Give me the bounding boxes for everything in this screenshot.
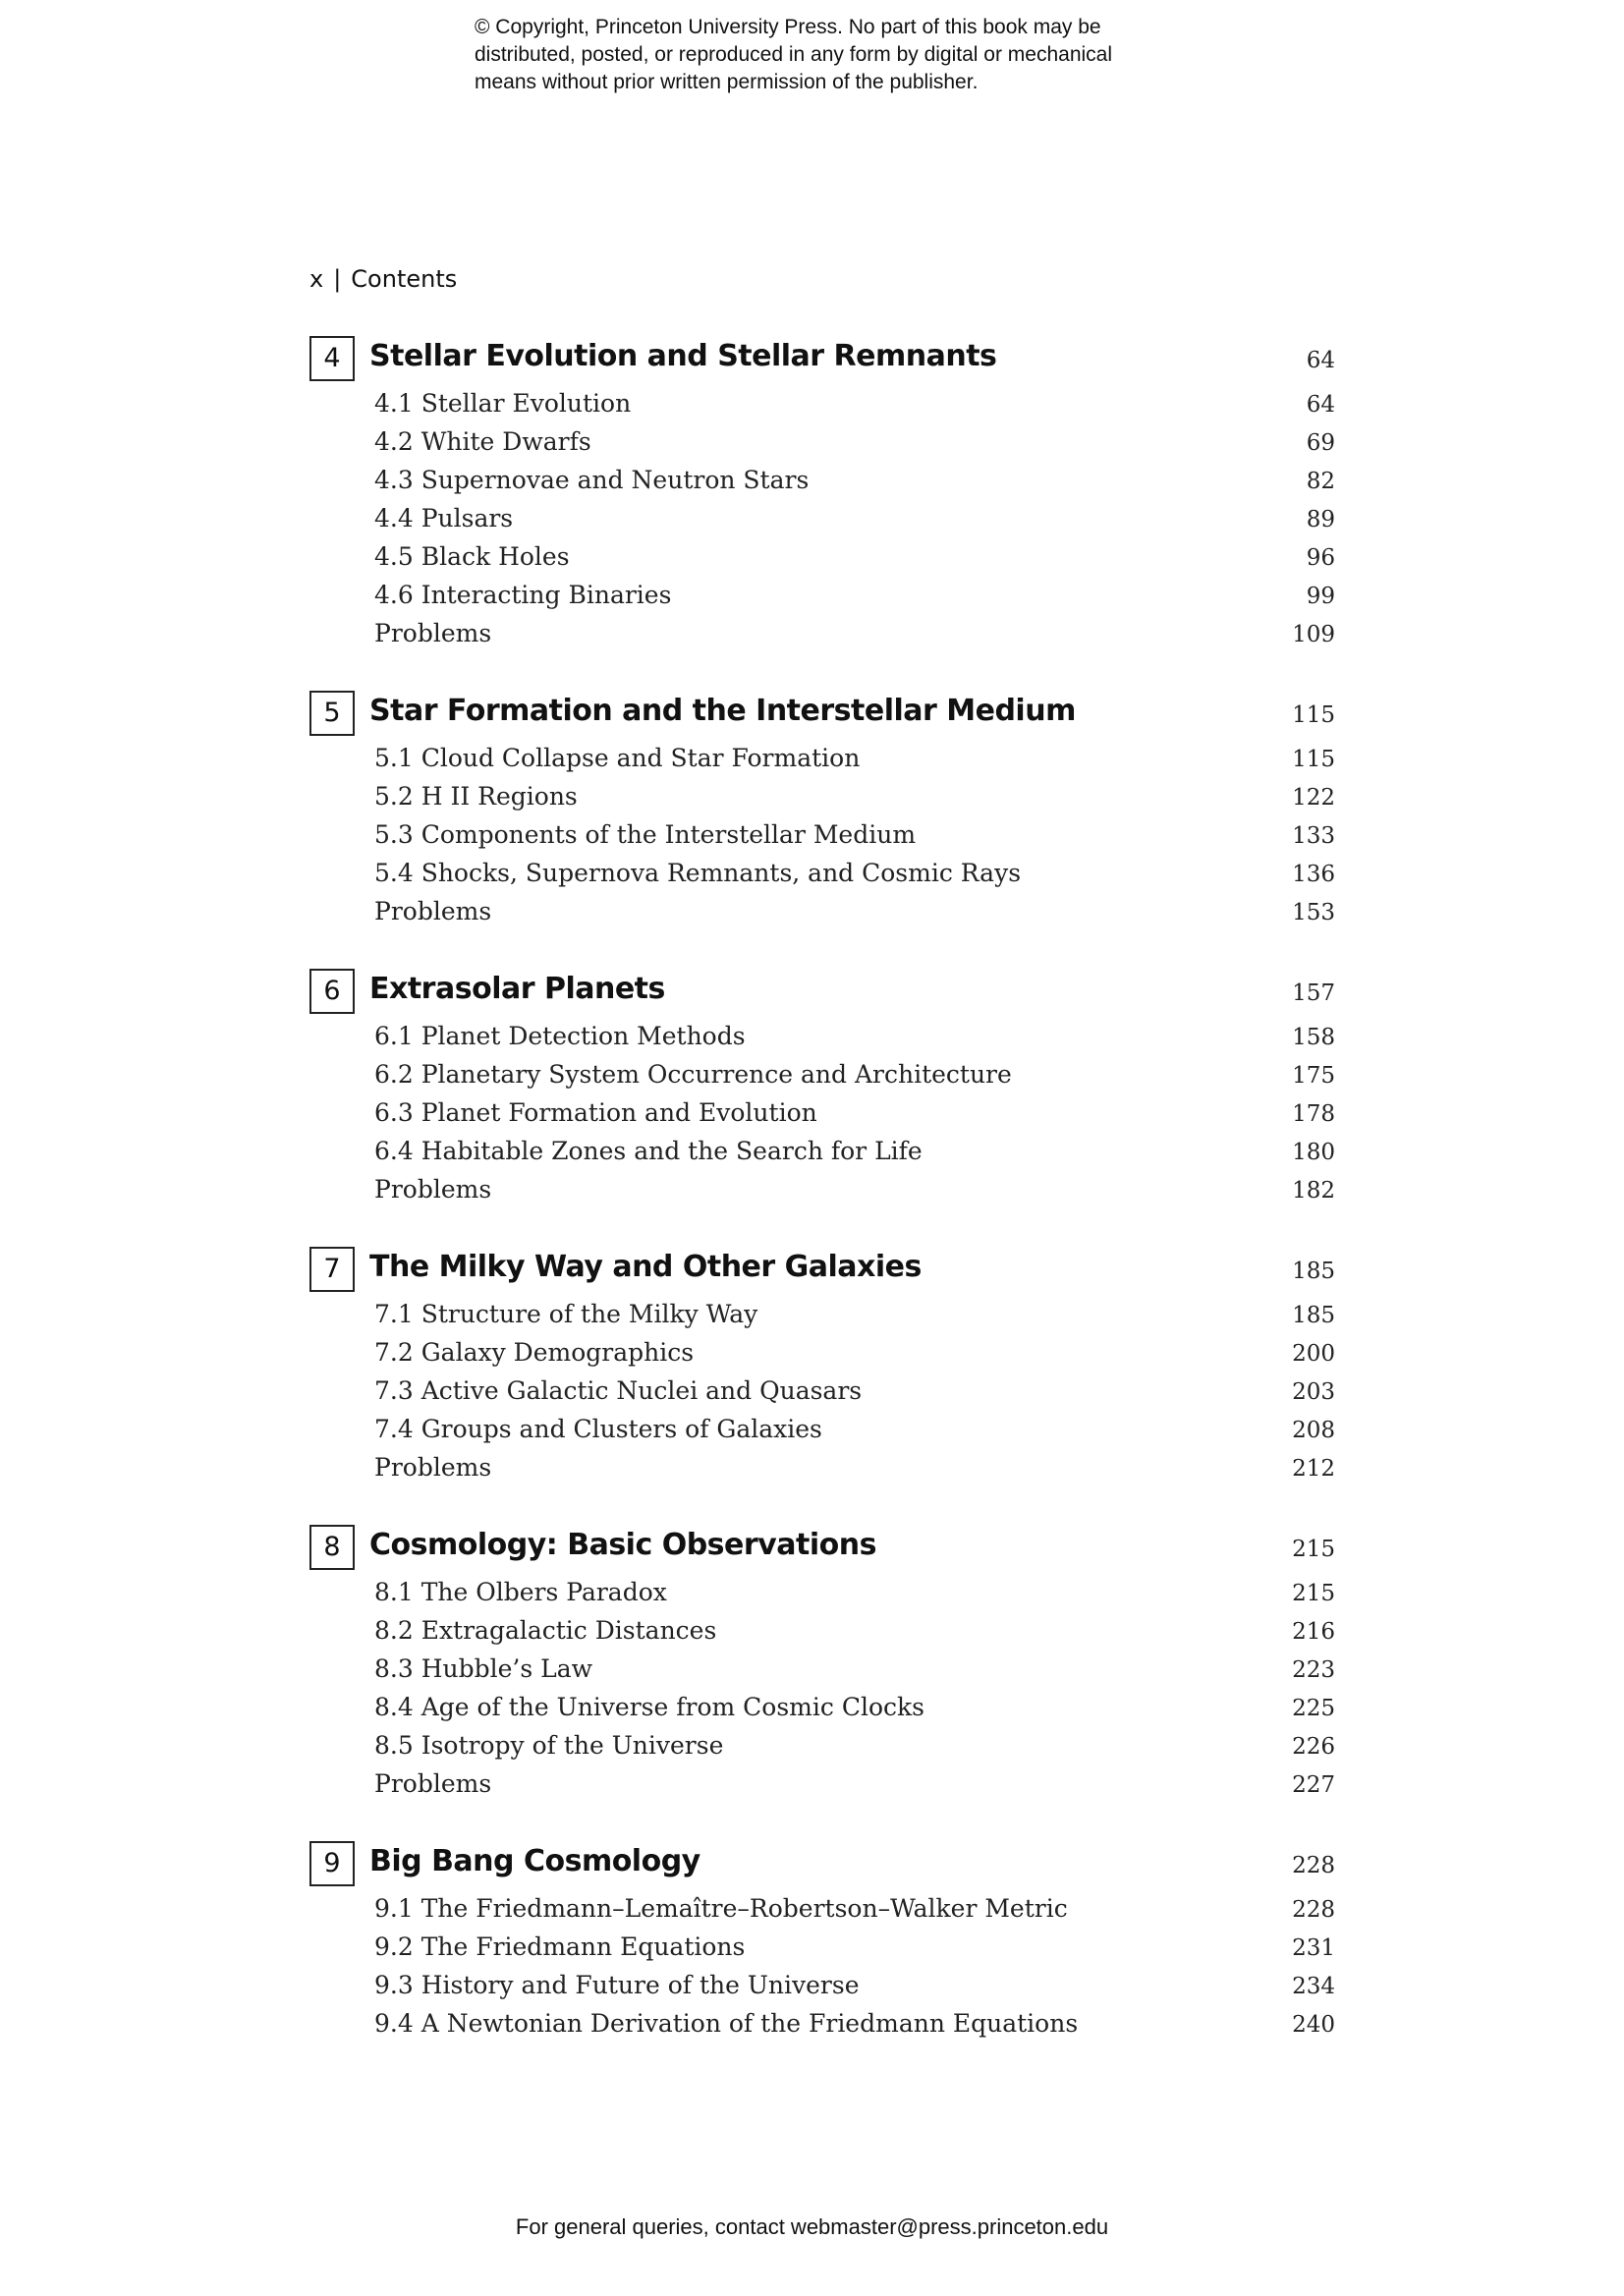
page-number: x: [309, 265, 324, 293]
copyright-line: distributed, posted, or reproduced in any form by digital or mechanical: [475, 43, 1113, 66]
section-title: 5.1 Cloud Collapse and Star Formation: [374, 744, 861, 772]
section-page: 136: [1292, 862, 1335, 887]
chapter-page: 157: [1292, 980, 1335, 1006]
section-page: 225: [1292, 1696, 1335, 1721]
section-title: 8.3 Hubble’s Law: [374, 1654, 593, 1683]
section-title: Problems: [374, 1175, 492, 1204]
toc-entry[interactable]: [309, 893, 1335, 931]
section-page: 122: [1292, 785, 1335, 811]
section-page: 203: [1292, 1379, 1335, 1405]
toc-entry[interactable]: [309, 1334, 1335, 1372]
toc-entry[interactable]: [309, 1651, 1335, 1689]
toc-chapter: [309, 1839, 1335, 2044]
section-page: 109: [1292, 622, 1335, 647]
toc-entry[interactable]: [309, 1296, 1335, 1334]
toc-entry[interactable]: [309, 1929, 1335, 1967]
table-of-contents: [309, 334, 1335, 2079]
toc-entry[interactable]: [309, 1056, 1335, 1094]
toc-entry[interactable]: [309, 577, 1335, 615]
toc-chapter: [309, 689, 1335, 931]
section-title: 6.4 Habitable Zones and the Search for Life: [374, 1137, 923, 1165]
section-page: 234: [1292, 1974, 1335, 1999]
chapter-title: Stellar Evolution and Stellar Remnants: [369, 339, 997, 373]
section-page: 215: [1292, 1581, 1335, 1606]
section-page: 182: [1292, 1178, 1335, 1204]
section-title: 9.4 A Newtonian Derivation of the Friedmann Equations: [374, 2009, 1079, 2038]
section-page: 69: [1306, 430, 1335, 456]
toc-entry[interactable]: [309, 500, 1335, 538]
section-title: 6.1 Planet Detection Methods: [374, 1022, 746, 1050]
section-page: 208: [1292, 1418, 1335, 1443]
toc-entry[interactable]: [309, 462, 1335, 500]
chapter-number-box: 9: [309, 1841, 355, 1886]
toc-entry[interactable]: [309, 1967, 1335, 2005]
toc-entry[interactable]: [309, 1689, 1335, 1727]
toc-entry[interactable]: [309, 538, 1335, 577]
chapter-heading[interactable]: [309, 689, 1335, 740]
section-title: Problems: [374, 897, 492, 925]
toc-entry[interactable]: [309, 385, 1335, 423]
section-title: 4.2 White Dwarfs: [374, 427, 591, 456]
chapter-number-box: 5: [309, 691, 355, 736]
section-title: Problems: [374, 1453, 492, 1482]
section-title: 5.2 H II Regions: [374, 782, 578, 811]
toc-entry[interactable]: [309, 1612, 1335, 1651]
section-page: 133: [1292, 823, 1335, 849]
chapter-title: Star Formation and the Interstellar Medium: [369, 694, 1076, 728]
toc-entry[interactable]: [309, 1765, 1335, 1804]
running-head-separator: |: [333, 265, 342, 293]
section-page: 216: [1292, 1619, 1335, 1645]
toc-entry[interactable]: [309, 816, 1335, 855]
toc-entry[interactable]: [309, 1574, 1335, 1612]
chapter-heading[interactable]: [309, 1839, 1335, 1890]
section-title: 7.3 Active Galactic Nuclei and Quasars: [374, 1376, 863, 1405]
chapter-heading[interactable]: [309, 967, 1335, 1018]
footer-contact: For general queries, contact webmaster@press.princeton.edu: [515, 2214, 1109, 2239]
chapter-page: 228: [1292, 1853, 1335, 1878]
section-page: 200: [1292, 1341, 1335, 1367]
running-head-title: Contents: [351, 265, 458, 293]
section-title: 4.6 Interacting Binaries: [374, 581, 672, 609]
toc-entry[interactable]: [309, 1449, 1335, 1487]
chapter-number-box: 6: [309, 969, 355, 1014]
toc-chapter: [309, 967, 1335, 1209]
section-title: Problems: [374, 619, 492, 647]
toc-entry[interactable]: [309, 855, 1335, 893]
toc-entry[interactable]: [309, 740, 1335, 778]
chapter-title: Extrasolar Planets: [369, 972, 665, 1006]
chapter-page: 215: [1292, 1537, 1335, 1562]
section-title: 9.3 History and Future of the Universe: [374, 1971, 860, 1999]
section-title: 5.3 Components of the Interstellar Medium: [374, 820, 917, 849]
section-page: 223: [1292, 1657, 1335, 1683]
chapter-page: 64: [1306, 348, 1335, 373]
section-title: 7.4 Groups and Clusters of Galaxies: [374, 1415, 822, 1443]
section-page: 82: [1306, 469, 1335, 494]
section-title: 8.1 The Olbers Paradox: [374, 1578, 667, 1606]
section-page: 231: [1292, 1935, 1335, 1961]
section-page: 228: [1292, 1897, 1335, 1923]
toc-entry[interactable]: [309, 1372, 1335, 1411]
chapter-number-box: 7: [309, 1247, 355, 1292]
section-title: 6.2 Planetary System Occurrence and Architecture: [374, 1060, 1012, 1089]
section-title: 9.1 The Friedmann–Lemaître–Robertson–Walker Metric: [374, 1894, 1068, 1923]
section-page: 115: [1292, 747, 1335, 772]
section-title: 8.2 Extragalactic Distances: [374, 1616, 717, 1645]
copyright-notice: [475, 14, 1221, 96]
copyright-line: means without prior written permission of the publisher.: [475, 71, 979, 93]
section-title: 8.4 Age of the Universe from Cosmic Clocks: [374, 1693, 924, 1721]
chapter-page: 115: [1292, 702, 1335, 728]
chapter-title: Cosmology: Basic Observations: [369, 1528, 876, 1562]
section-title: 7.2 Galaxy Demographics: [374, 1338, 695, 1367]
chapter-heading[interactable]: [309, 334, 1335, 385]
copyright-line: © Copyright, Princeton University Press. No part of this book may be: [475, 16, 1101, 38]
toc-entry[interactable]: [309, 615, 1335, 653]
section-page: 99: [1306, 584, 1335, 609]
toc-chapter: [309, 1523, 1335, 1804]
section-page: 158: [1292, 1025, 1335, 1050]
section-page: 240: [1292, 2012, 1335, 2038]
toc-entry[interactable]: [309, 778, 1335, 816]
section-title: Problems: [374, 1769, 492, 1798]
section-title: 8.5 Isotropy of the Universe: [374, 1731, 724, 1760]
toc-entry[interactable]: [309, 2005, 1335, 2044]
section-title: 4.5 Black Holes: [374, 542, 570, 571]
section-page: 89: [1306, 507, 1335, 532]
toc-chapter: [309, 334, 1335, 653]
chapter-page: 185: [1292, 1259, 1335, 1284]
section-title: 6.3 Planet Formation and Evolution: [374, 1098, 817, 1127]
section-page: 64: [1306, 392, 1335, 418]
section-title: 7.1 Structure of the Milky Way: [374, 1300, 758, 1328]
section-title: 4.1 Stellar Evolution: [374, 389, 632, 418]
running-head: [309, 265, 457, 293]
toc-entry[interactable]: [309, 1171, 1335, 1209]
section-title: 4.3 Supernovae and Neutron Stars: [374, 466, 810, 494]
toc-entry[interactable]: [309, 1133, 1335, 1171]
chapter-title: Big Bang Cosmology: [369, 1844, 700, 1878]
section-page: 178: [1292, 1101, 1335, 1127]
section-page: 227: [1292, 1772, 1335, 1798]
section-page: 153: [1292, 900, 1335, 925]
section-page: 180: [1292, 1140, 1335, 1165]
chapter-title: The Milky Way and Other Galaxies: [369, 1250, 922, 1284]
section-page: 185: [1292, 1303, 1335, 1328]
section-title: 9.2 The Friedmann Equations: [374, 1932, 746, 1961]
toc-entry[interactable]: [309, 1411, 1335, 1449]
toc-entry[interactable]: [309, 1890, 1335, 1929]
section-page: 96: [1306, 545, 1335, 571]
chapter-heading[interactable]: [309, 1523, 1335, 1574]
chapter-number-box: 8: [309, 1525, 355, 1570]
chapter-heading[interactable]: [309, 1245, 1335, 1296]
section-title: 4.4 Pulsars: [374, 504, 514, 532]
section-page: 175: [1292, 1063, 1335, 1089]
toc-entry[interactable]: [309, 1727, 1335, 1765]
toc-entry[interactable]: [309, 423, 1335, 462]
toc-chapter: [309, 1245, 1335, 1487]
chapter-number-box: 4: [309, 336, 355, 381]
section-title: 5.4 Shocks, Supernova Remnants, and Cosmic Rays: [374, 859, 1022, 887]
toc-entry[interactable]: [309, 1094, 1335, 1133]
toc-entry[interactable]: [309, 1018, 1335, 1056]
section-page: 212: [1292, 1456, 1335, 1482]
section-page: 226: [1292, 1734, 1335, 1760]
